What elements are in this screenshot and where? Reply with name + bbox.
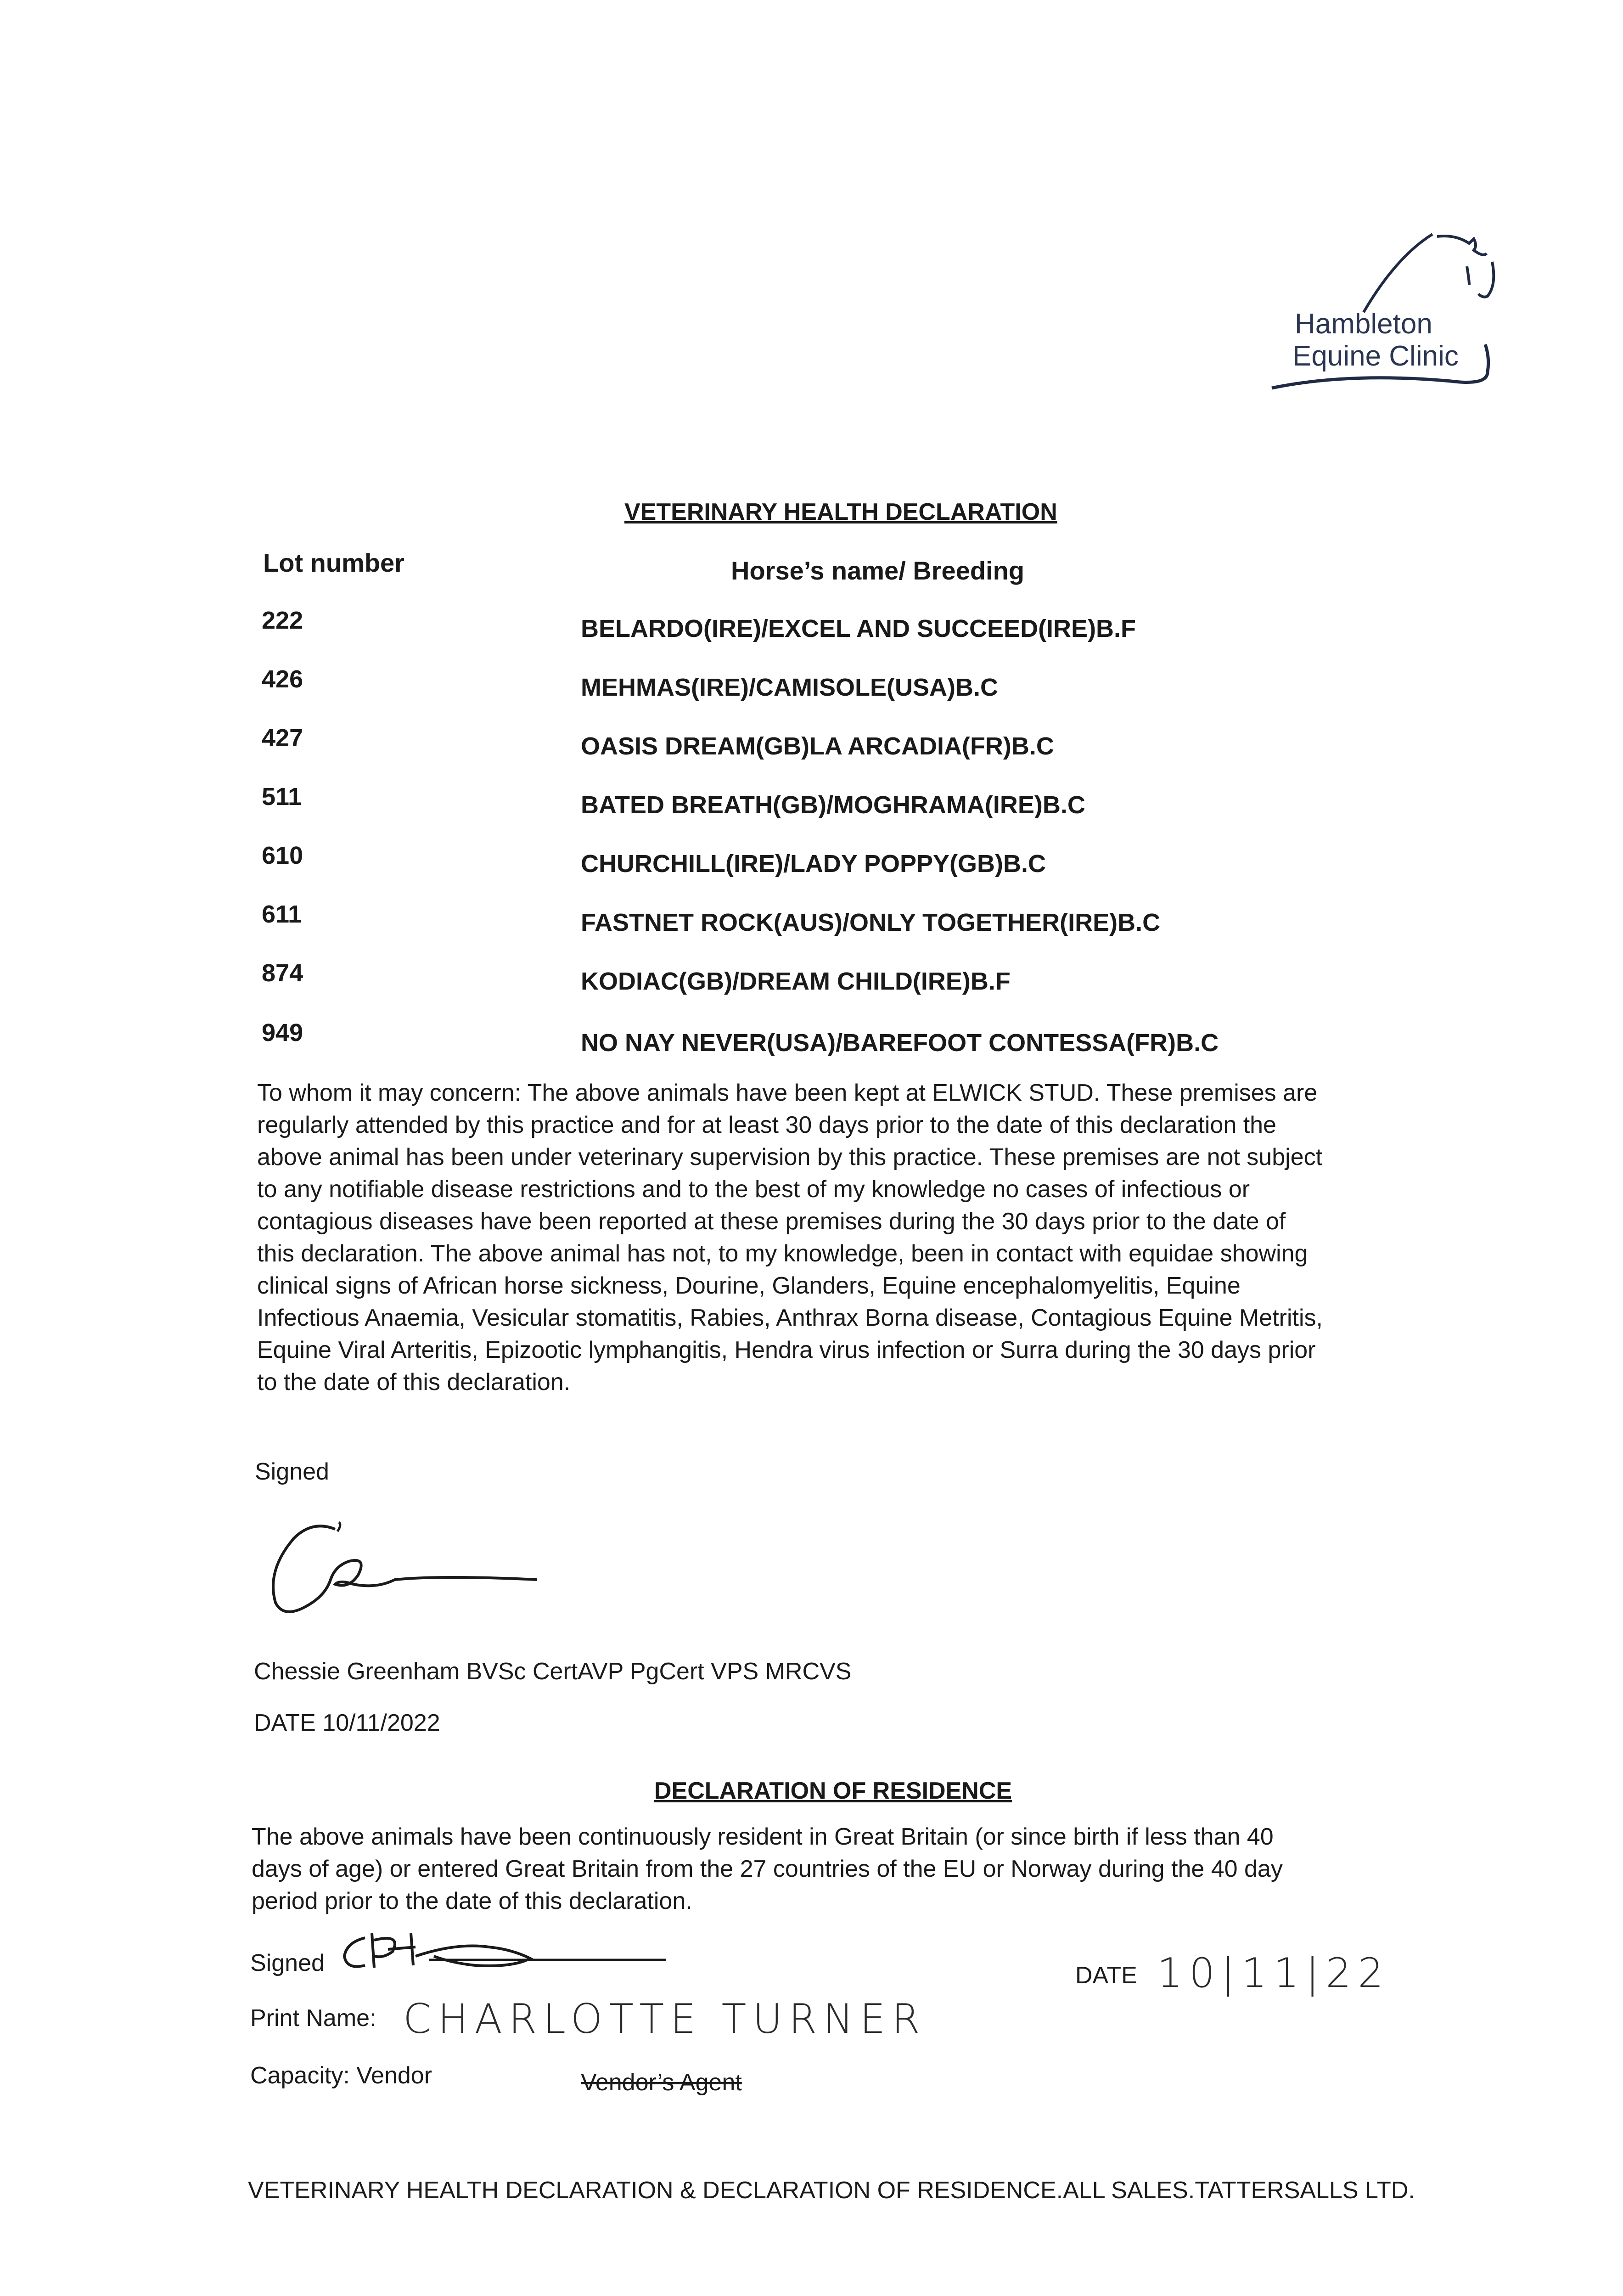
residence-title: DECLARATION OF RESIDENCE bbox=[654, 1778, 1012, 1804]
paragraph-line: To whom it may concern: The above animals have been kept at ELWICK STUD. These premises are bbox=[257, 1080, 1318, 1106]
lot-number: 610 bbox=[262, 842, 303, 869]
footer-text: VETERINARY HEALTH DECLARATION & DECLARATION OF RESIDENCE.ALL SALES.TATTERSALLS LTD. bbox=[248, 2177, 1415, 2204]
paragraph-line: to the date of this declaration. bbox=[257, 1369, 571, 1396]
lot-number: 949 bbox=[262, 1019, 303, 1047]
horse-breeding: CHURCHILL(IRE)/LADY POPPY(GB)B.C bbox=[581, 850, 1046, 878]
residence-paragraph bbox=[252, 1821, 1283, 1917]
paragraph-line: this declaration. The above animal has not, to my knowledge, been in contact with equidae showing bbox=[257, 1240, 1308, 1267]
print-name-label: Print Name: bbox=[250, 2005, 376, 2032]
logo-text-line1: Hambleton bbox=[1295, 308, 1432, 340]
horse-breeding: NO NAY NEVER(USA)/BAREFOOT CONTESSA(FR)B.C bbox=[581, 1029, 1219, 1057]
paragraph-line: days of age) or entered Great Britain from the 27 countries of the EU or Norway during the 40 day bbox=[252, 1856, 1283, 1882]
paragraph-line: period prior to the date of this declaration. bbox=[252, 1888, 692, 1914]
logo-text-line2: Equine Clinic bbox=[1292, 340, 1459, 372]
paragraph-line: clinical signs of African horse sickness, Dourine, Glanders, Equine encephalomyelitis, Equine bbox=[257, 1272, 1241, 1299]
horse-breeding: BELARDO(IRE)/EXCEL AND SUCCEED(IRE)B.F bbox=[581, 615, 1136, 642]
lot-number: 511 bbox=[262, 783, 302, 810]
lot-number: 222 bbox=[262, 607, 303, 634]
vhd-title: VETERINARY HEALTH DECLARATION bbox=[624, 499, 1057, 525]
vhd-declaration-paragraph bbox=[257, 1077, 1323, 1398]
paragraph-line: The above animals have been continuously resident in Great Britain (or since birth if less than 40 bbox=[252, 1823, 1274, 1850]
residence-date-value: 10|11|22 bbox=[1157, 1949, 1390, 1997]
horse-breeding: BATED BREATH(GB)/MOGHRAMA(IRE)B.C bbox=[581, 791, 1085, 819]
lot-number-header: Lot number bbox=[263, 548, 404, 577]
paragraph-line: contagious diseases have been reported at these premises during the 30 days prior to the date of bbox=[257, 1208, 1286, 1235]
paragraph-line: Infectious Anaemia, Vesicular stomatitis, Rabies, Anthrax Borna disease, Contagious Equine Metritis, bbox=[257, 1305, 1323, 1331]
residence-date-label: DATE bbox=[1075, 1962, 1137, 1989]
vendor-signed-label: Signed bbox=[250, 1950, 325, 1976]
lot-number: 427 bbox=[262, 724, 303, 752]
vendor-agent-option: Vendor’s Agent bbox=[581, 2069, 742, 2096]
paragraph-line: Equine Viral Arteritis, Epizootic lymphangitis, Hendra virus infection or Surra during the 30 days prior bbox=[257, 1337, 1316, 1363]
horse-breeding: OASIS DREAM(GB)LA ARCADIA(FR)B.C bbox=[581, 732, 1054, 760]
print-name-value: CHARLOTTE TURNER bbox=[403, 1995, 927, 2043]
paragraph-line: regularly attended by this practice and for at least 30 days prior to the date of this declaration the bbox=[257, 1112, 1276, 1138]
lot-number: 874 bbox=[262, 959, 303, 987]
paragraph-line: above animal has been under veterinary supervision by this practice. These premises are not subject bbox=[257, 1144, 1323, 1171]
vet-name: Chessie Greenham BVSc CertAVP PgCert VPS MRCVS bbox=[254, 1658, 852, 1685]
horse-name-header: Horse’s name/ Breeding bbox=[731, 556, 1025, 585]
vet-signed-label: Signed bbox=[255, 1458, 329, 1485]
lot-number: 426 bbox=[262, 665, 303, 693]
vet-signature bbox=[257, 1511, 551, 1626]
lot-number: 611 bbox=[262, 900, 302, 928]
horse-breeding: FASTNET ROCK(AUS)/ONLY TOGETHER(IRE)B.C bbox=[581, 909, 1161, 936]
vet-date: DATE 10/11/2022 bbox=[254, 1710, 440, 1736]
paragraph-line: to any notifiable disease restrictions and to the best of my knowledge no cases of infectious or bbox=[257, 1176, 1250, 1203]
capacity-label: Capacity: Vendor bbox=[250, 2062, 432, 2089]
vendor-signature bbox=[337, 1924, 677, 1979]
horse-breeding: KODIAC(GB)/DREAM CHILD(IRE)B.F bbox=[581, 968, 1011, 995]
horse-breeding: MEHMAS(IRE)/CAMISOLE(USA)B.C bbox=[581, 674, 998, 701]
